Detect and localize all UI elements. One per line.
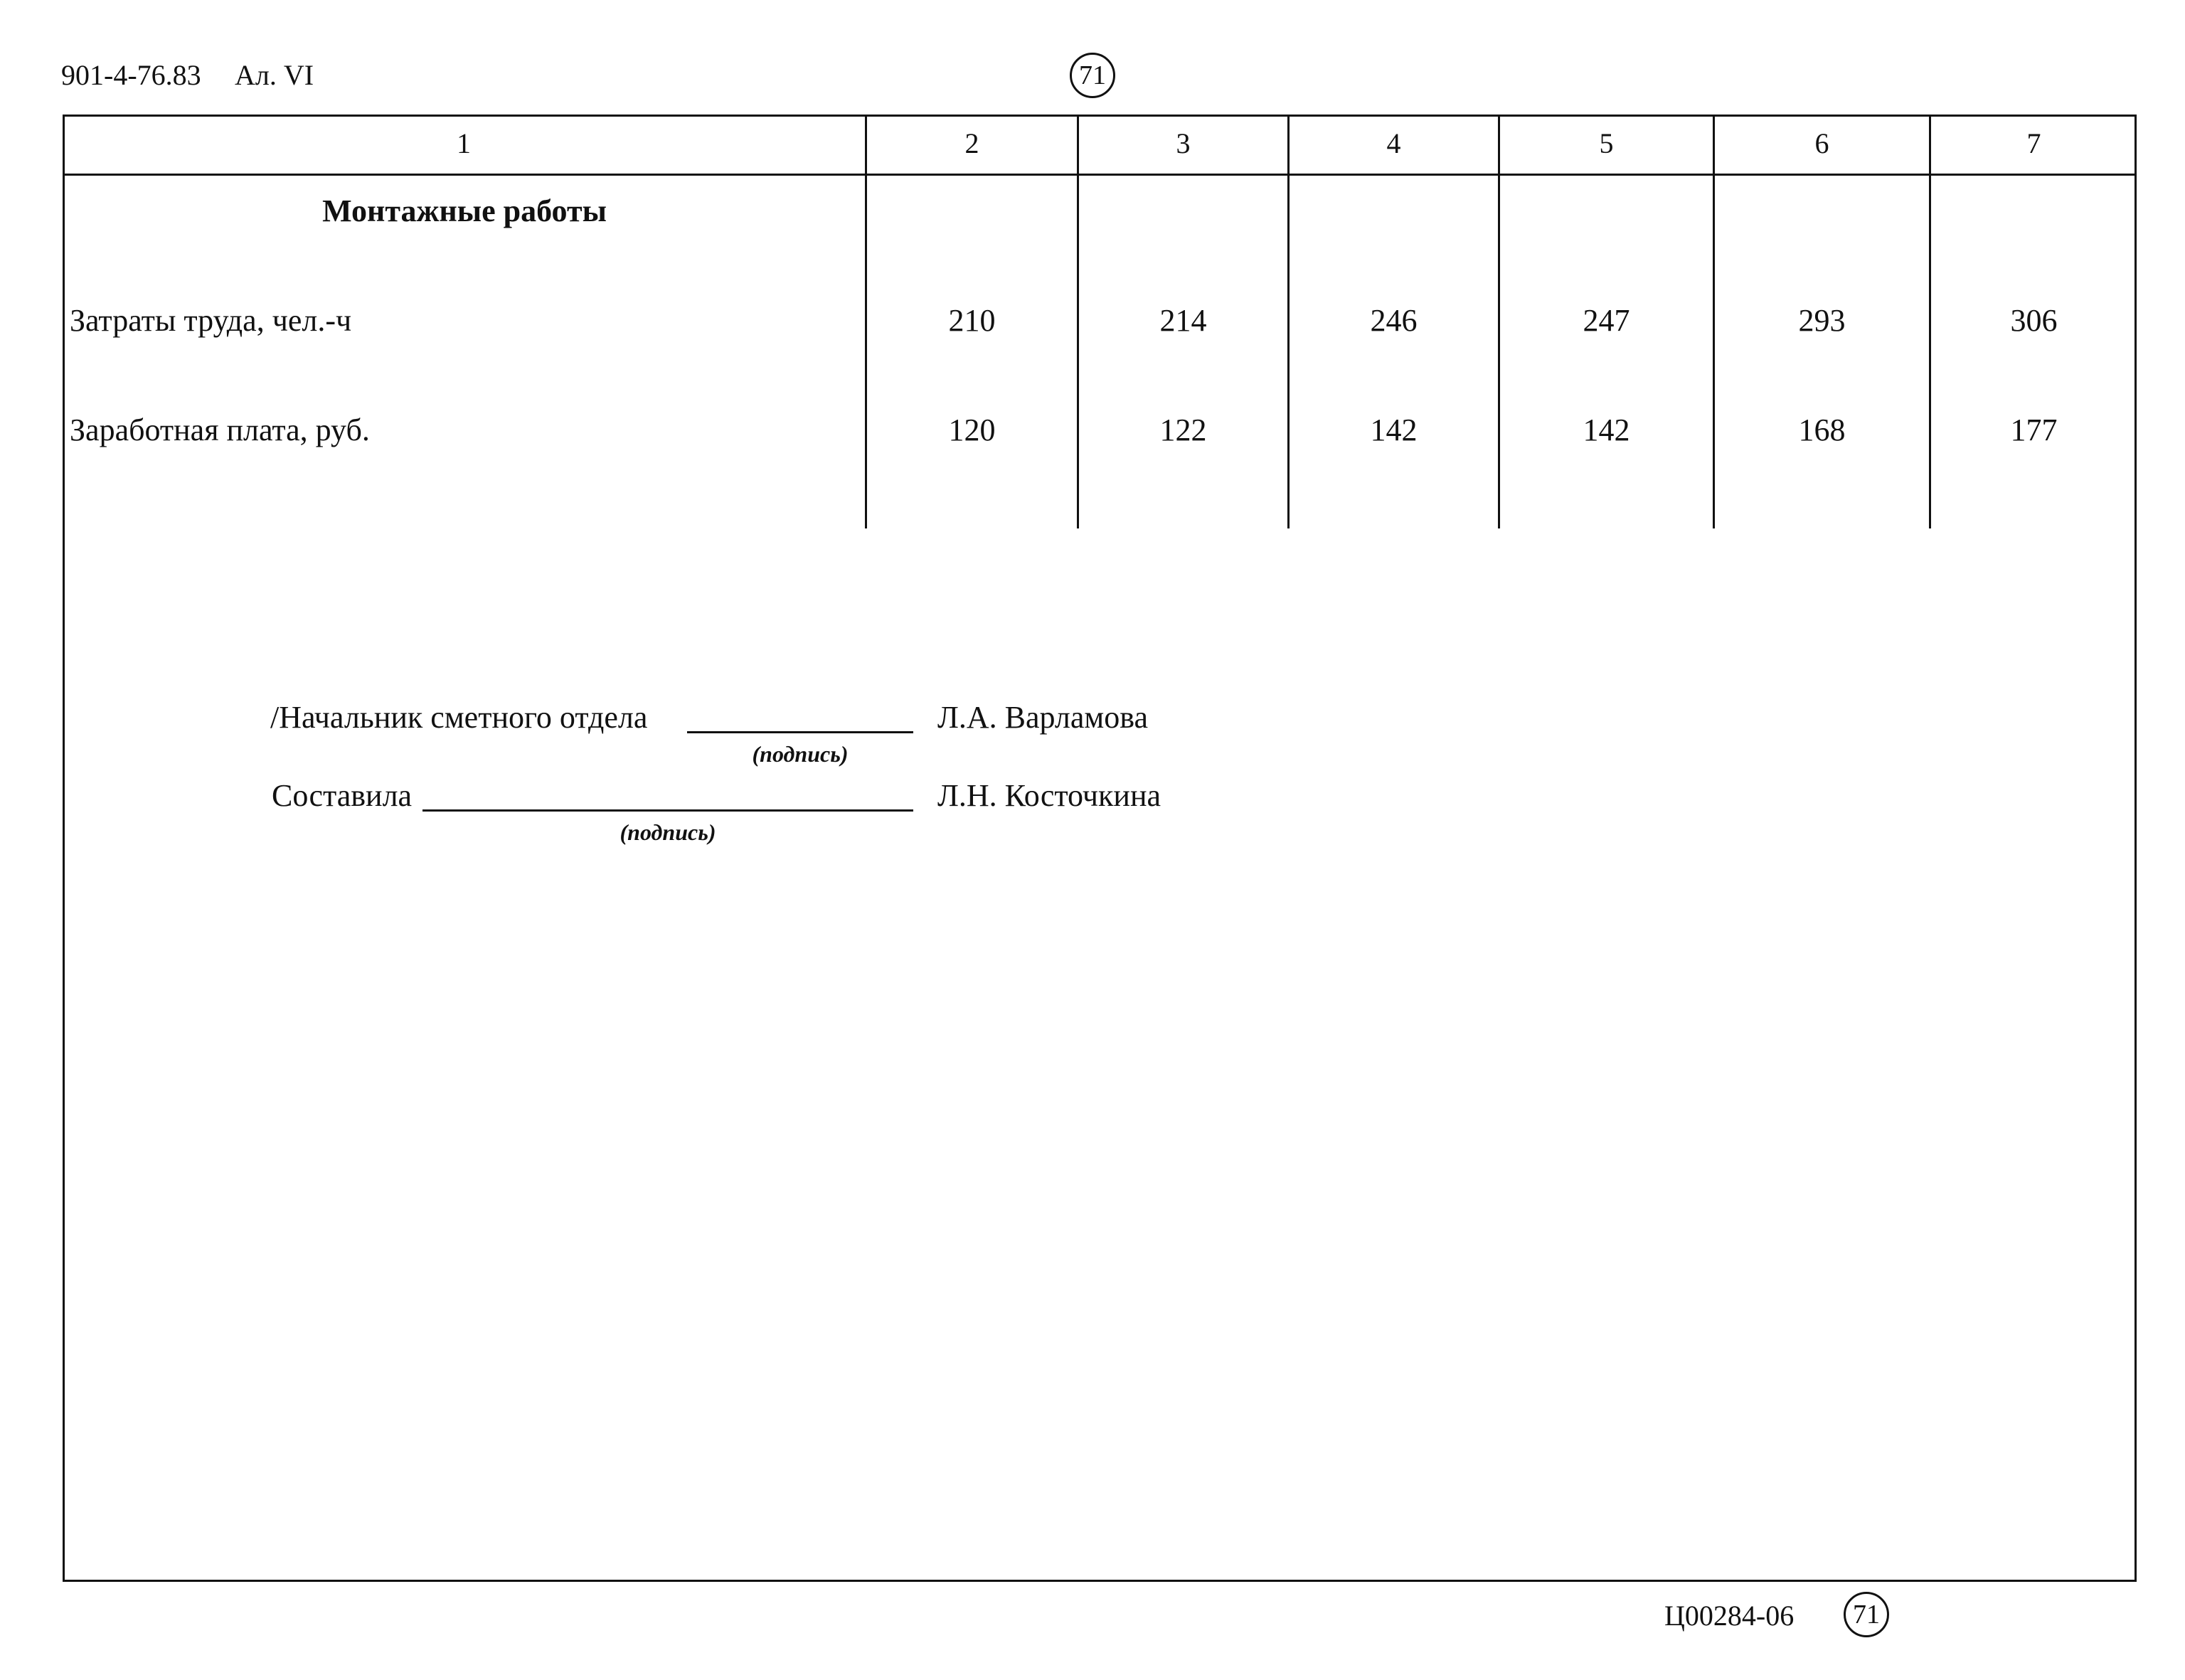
- table-cell: 247: [1583, 303, 1630, 338]
- table-cell: 210: [948, 303, 996, 338]
- page-number-bottom: 71: [1844, 1592, 1889, 1637]
- column-number-5: 5: [1599, 127, 1614, 159]
- signature-compiler-name: Л.Н. Косточкина: [937, 778, 1161, 813]
- table-cell: 142: [1370, 413, 1418, 447]
- column-number-7: 7: [2026, 127, 2041, 159]
- signature-compiler-title: Составила: [272, 778, 413, 813]
- page-number-top: 71: [1070, 53, 1115, 98]
- signature-head-line: [687, 731, 913, 733]
- table-cell: 246: [1370, 303, 1418, 338]
- header-divider: [63, 174, 2137, 176]
- table-cell: 168: [1798, 413, 1846, 447]
- signature-compiler-caption: (подпись): [620, 819, 716, 845]
- row-label-labor-cost: Затраты труда, чел.-ч: [70, 303, 352, 338]
- table-cell: 120: [948, 413, 996, 447]
- column-number-2: 2: [964, 127, 979, 159]
- signature-head-title: /Начальник сметного отдела: [270, 700, 648, 735]
- table-cell: 177: [2010, 413, 2058, 447]
- column-number-1: 1: [457, 127, 471, 159]
- section-title: Монтажные работы: [322, 193, 607, 228]
- row-label-wages: Заработная плата, руб.: [70, 413, 370, 447]
- table-cell: 142: [1583, 413, 1630, 447]
- table-cell: 214: [1159, 303, 1207, 338]
- column-number-6: 6: [1814, 127, 1829, 159]
- signature-head-caption: (подпись): [752, 741, 849, 767]
- document-code: 901-4-76.83: [61, 59, 201, 91]
- sheet-label: Ал. VI: [235, 59, 314, 91]
- table-cell: 293: [1798, 303, 1846, 338]
- table-cell: 306: [2010, 303, 2058, 338]
- signature-head-name: Л.А. Варламова: [937, 700, 1148, 735]
- footer-code: Ц00284-06: [1664, 1600, 1795, 1632]
- column-number-3: 3: [1176, 127, 1191, 159]
- column-number-4: 4: [1386, 127, 1401, 159]
- table-cell: 122: [1159, 413, 1207, 447]
- signature-compiler-line: [422, 809, 913, 812]
